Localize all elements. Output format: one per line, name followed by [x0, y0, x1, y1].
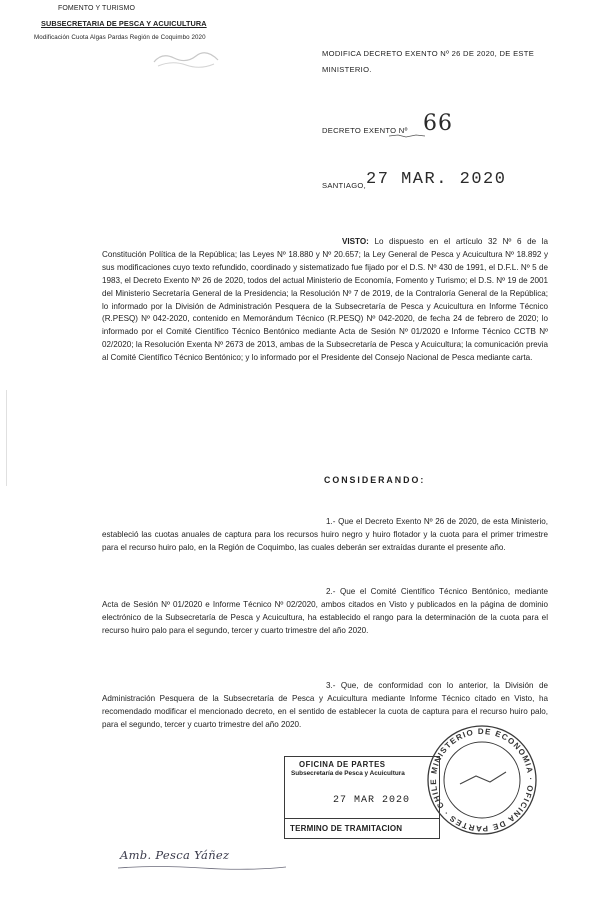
handwritten-note: Amb. Pesca Yáñez [120, 848, 230, 862]
place-label: SANTIAGO, [322, 181, 367, 190]
ministry-round-seal [424, 722, 540, 838]
ministry-name: FOMENTO Y TURISMO [58, 5, 136, 12]
decree-underline-mark [388, 133, 426, 139]
office-stamp-footer-box [285, 818, 439, 839]
visto-heading: VISTO: [342, 237, 369, 246]
decree-subject: MODIFICA DECRETO EXENTO Nº 26 DE 2020, DE ESTE MINISTERIO. [322, 49, 535, 74]
office-stamp-title: OFICINA DE PARTES [299, 760, 386, 769]
handwriting-underline [116, 848, 288, 872]
decree-number: 66 [423, 111, 453, 136]
office-of-parts-stamp [284, 756, 440, 839]
decree-label: DECRETO EXENTO Nº [322, 126, 408, 135]
office-stamp-subtitle: Subsecretaría de Pesca y Acuicultura [291, 770, 405, 777]
office-stamp-date: 27 MAR 2020 [333, 795, 411, 806]
date-stamp: 27 MAR. 2020 [366, 170, 507, 189]
svg-text:MINISTERIO DE ECONOMIA · OFICI [429, 727, 535, 833]
faded-stamp-mark [152, 48, 222, 70]
round-seal-text: MINISTERIO DE ECONOMIA · OFICINA DE PARTES · CHILE [428, 726, 536, 834]
document-reference: Modificación Cuota Algas Pardas Región de Coquimbo 2020 [34, 34, 206, 41]
visto-text: Lo dispuesto en el artículo 32 Nº 6 de la Constitución Política de la República; las Leyes Nº 18.880 y Nº 20.657; la Ley General de Pesca y Acuicultura Nº 18.892 y sus modificaciones cuyo texto refundido, coordinado y sistematizado fue fijado por el D.S. Nº 430 de 1991, el D.F.L. Nº 5 de 1983, el Decreto Exento Nº 26 de 2020, todos del actual Ministerio de Economía, Fomento y Turismo; el D.S. Nº 19 de 2001 del Ministerio Secretaría General de la Presidencia; la Resolución Nº 7 de 2019, de la Contraloría General de la República; lo informado por la División de Administración Pesquera de la Subsecretaría de Pesca y Acuicultura en Informe Técnico (R.PESQ) Nº 042-2020, contenido en Memorándum Técnico (R.PESQ) Nº 042-2020, de fecha 24 de febrero de 2020; lo informado por el Comité Científico Técnico Bentónico mediante Acta de Sesión Nº 01/2020 e Informe Técnico CCTB Nº 02/2020; la Resolución Exenta Nº 2673 de 2013, ambas de la Subsecretaría de Pesca y Acuicultura; la comunicación previa al Comité Científico Técnico Bentónico; y lo informado por el Presidente del Consejo Nacional de Pesca mediante carta. [102, 237, 548, 363]
office-stamp-footer: TERMINO DE TRAMITACION [290, 824, 403, 833]
considerando-heading: CONSIDERANDO: [324, 475, 426, 485]
considerando-item-3: 3.- Que, de conformidad con lo anterior, la División de Administración Pesquera de la Subsecretaría de Pesca y Acuicultura mediante Informe Técnico citado en Visto, ha recomendado modificar el mencionado decreto, en el sentido de establecer la cuota de captura para el recurso huiro palo, para el segundo, tercer y cuarto trimestre del año 2020. [102, 681, 548, 729]
considerando-item-2: 2.- Que el Comité Científico Técnico Bentónico, mediante Acta de Sesión Nº 01/2020 e Informe Técnico Nº 02/2020, ambos citados en Visto y publicados en la página de dominio electrónico de la Subsecretaría de Pesca y Acuicultura, ha establecido el rango para la determinación de la cuota para el recurso huiro palo para el segundo, tercer y cuarto trimestre del año 2020. [102, 587, 548, 635]
visto-paragraph [102, 236, 548, 365]
subsecretaria-name: SUBSECRETARIA DE PESCA Y ACUICULTURA [41, 19, 207, 28]
considerando-item-1: 1.- Que el Decreto Exento Nº 26 de 2020, de esta Ministerio, estableció las cuotas anuales de captura para los recursos huiro negro y huiro flotador y la cuota para el primer trimestre para el recurso huiro palo, en la Región de Coquimbo, las cuales deberán ser extraídas durante el presente año. [102, 517, 548, 552]
scan-edge-mark [5, 390, 8, 486]
